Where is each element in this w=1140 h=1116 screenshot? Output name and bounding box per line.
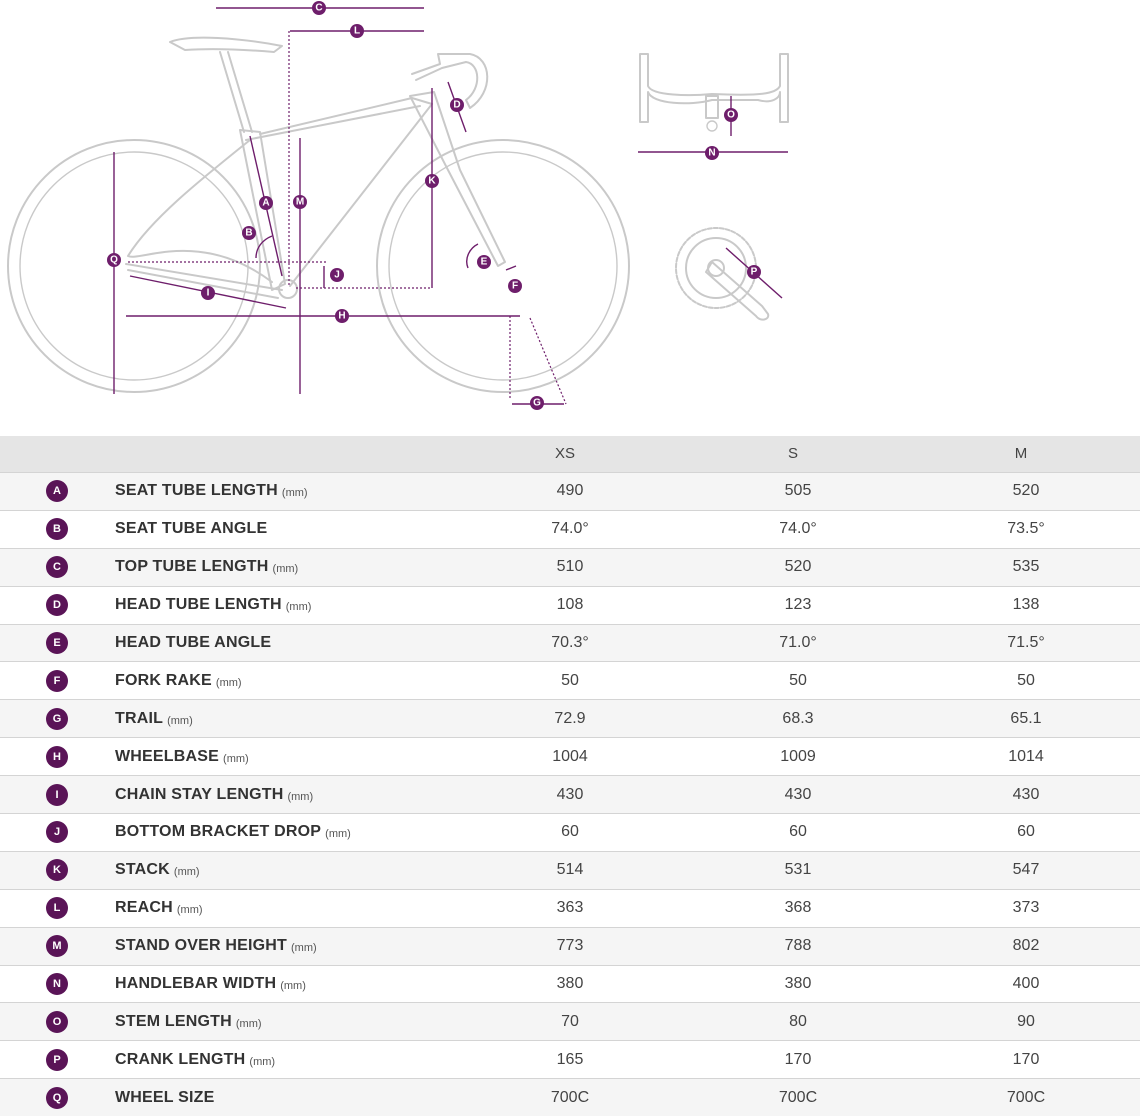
row-value-xs: 74.0°: [551, 520, 589, 538]
svg-text:J: J: [334, 269, 340, 281]
row-name: [115, 928, 317, 965]
row-value-s: 80: [789, 1012, 807, 1030]
row-value-xs: 490: [556, 482, 584, 500]
row-value-xs: 72.9: [554, 709, 586, 727]
row-name: [115, 890, 203, 927]
row-name: [115, 662, 242, 699]
row-key-badge: E: [46, 632, 68, 654]
row-unit: (mm): [215, 676, 242, 689]
svg-text:Q: Q: [110, 254, 118, 266]
row-value-s: 170: [784, 1050, 812, 1068]
row-name: [115, 738, 249, 775]
row-value-xs: 430: [556, 785, 584, 803]
row-value-m: 430: [1012, 785, 1040, 803]
row-value-xs: 70.3°: [551, 634, 589, 651]
row-value-m: 400: [1012, 975, 1040, 993]
svg-text:B: B: [245, 227, 253, 239]
row-value-s: 700C: [778, 1088, 818, 1106]
size-header-m: M: [1014, 445, 1028, 462]
svg-text:L: L: [353, 25, 361, 37]
row-value-m: 170: [1012, 1050, 1040, 1068]
svg-text:H: H: [338, 310, 346, 322]
row-name: [115, 1003, 262, 1040]
row-unit: (mm): [176, 904, 203, 917]
row-name: [115, 473, 308, 510]
row-label: SEAT TUBE ANGLE: [115, 520, 268, 538]
row-name: [115, 966, 306, 1003]
size-header-xs: XS: [554, 445, 575, 462]
row-key-badge: J: [46, 821, 68, 843]
row-value-s: 430: [784, 785, 812, 803]
table-row: [0, 1078, 1140, 1116]
row-value-xs: 380: [556, 975, 584, 993]
row-name: [115, 852, 200, 889]
geometry-table: [0, 436, 1140, 1116]
row-value-m: 65.1: [1010, 709, 1042, 727]
marker-K: [425, 174, 439, 188]
row-unit: (mm): [173, 866, 200, 879]
row-key-badge: P: [46, 1049, 68, 1071]
row-value-s: 368: [784, 899, 812, 917]
row-unit: (mm): [223, 752, 249, 765]
row-value-s: 74.0°: [779, 520, 817, 538]
svg-text:G: G: [533, 397, 541, 409]
marker-B: [242, 226, 256, 240]
marker-N: [705, 146, 719, 160]
table-row: [0, 624, 1140, 662]
svg-text:O: O: [727, 109, 735, 121]
marker-I: [201, 286, 215, 300]
row-key-badge: M: [46, 935, 68, 957]
row-value-xs: 773: [556, 937, 584, 955]
row-value-m: 73.5°: [1007, 520, 1045, 538]
svg-text:P: P: [750, 266, 758, 278]
marker-D: [450, 98, 464, 112]
row-value-s: 50: [789, 671, 807, 689]
dimension-lines: [114, 8, 788, 404]
row-unit: (mm): [325, 828, 351, 841]
table-row: [0, 775, 1140, 813]
row-name: [115, 700, 193, 737]
table-row: [0, 699, 1140, 737]
svg-text:K: K: [428, 175, 436, 187]
row-value-s: 71.0°: [779, 634, 817, 651]
row-label: HEAD TUBE ANGLE: [115, 634, 272, 651]
table-row: [0, 548, 1140, 586]
row-unit: (mm): [287, 790, 314, 803]
row-value-s: 68.3: [782, 709, 814, 727]
row-value-s: 520: [784, 558, 812, 576]
marker-L: [350, 24, 364, 38]
row-label: STEM LENGTH: [115, 1012, 232, 1030]
row-name: [115, 549, 298, 586]
row-key-badge: G: [46, 708, 68, 730]
row-key-badge: L: [46, 897, 68, 919]
marker-E: [477, 255, 491, 269]
row-value-xs: 60: [561, 823, 579, 841]
row-unit: (mm): [285, 601, 312, 614]
row-key-badge: H: [46, 746, 68, 768]
row-key-badge: F: [46, 670, 68, 692]
table-row: [0, 889, 1140, 927]
row-value-m: 520: [1012, 482, 1040, 500]
row-value-xs: 50: [561, 671, 579, 689]
row-value-m: 50: [1017, 671, 1035, 689]
row-value-m: 138: [1012, 596, 1040, 614]
table-body: [0, 472, 1140, 1116]
row-value-m: 71.5°: [1007, 634, 1045, 651]
row-name: [115, 1079, 219, 1116]
row-label: WHEELBASE: [115, 747, 220, 765]
row-key-badge: K: [46, 859, 68, 881]
svg-text:I: I: [206, 287, 210, 299]
row-label: FORK RAKE: [115, 671, 212, 689]
row-name: [115, 511, 271, 548]
row-label: CRANK LENGTH: [115, 1050, 246, 1068]
row-value-s: 1009: [780, 747, 816, 765]
table-row: [0, 472, 1140, 510]
row-key-badge: Q: [46, 1087, 68, 1109]
bike-frame: [126, 38, 505, 298]
row-value-s: 60: [789, 823, 807, 841]
row-value-m: 802: [1012, 937, 1040, 955]
row-value-s: 505: [784, 482, 812, 500]
table-row: [0, 586, 1140, 624]
size-header-s: S: [787, 445, 798, 462]
row-value-m: 547: [1012, 861, 1040, 879]
row-label: STACK: [115, 861, 170, 879]
row-value-xs: 363: [556, 899, 584, 917]
row-key-badge: O: [46, 1011, 68, 1033]
svg-text:D: D: [453, 99, 461, 111]
row-label: BOTTOM BRACKET DROP: [115, 823, 322, 841]
row-label: WHEEL SIZE: [115, 1088, 215, 1106]
front-wheel: [377, 140, 629, 392]
table-row: [0, 851, 1140, 889]
svg-text:F: F: [511, 280, 519, 292]
table-row: [0, 965, 1140, 1003]
row-unit: (mm): [167, 714, 193, 727]
svg-text:A: A: [262, 197, 270, 209]
row-name: [115, 1041, 275, 1078]
row-key-badge: C: [46, 556, 68, 578]
row-label: CHAIN STAY LENGTH: [115, 785, 284, 803]
row-key-badge: D: [46, 594, 68, 616]
table-row: [0, 1002, 1140, 1040]
row-value-m: 60: [1017, 823, 1035, 841]
svg-text:N: N: [708, 147, 716, 159]
marker-A: [259, 196, 273, 210]
row-value-s: 123: [784, 596, 812, 614]
row-value-m: 535: [1012, 558, 1040, 576]
marker-P: [747, 265, 761, 279]
row-value-xs: 165: [556, 1050, 584, 1068]
marker-M: [293, 195, 307, 209]
svg-text:C: C: [315, 2, 323, 14]
row-unit: (mm): [235, 1017, 262, 1030]
row-value-xs: 108: [556, 596, 584, 614]
row-value-m: 1014: [1008, 747, 1044, 765]
row-unit: (mm): [291, 942, 317, 955]
row-name: [115, 776, 313, 813]
geometry-diagram: [0, 0, 1140, 436]
row-label: SEAT TUBE LENGTH: [115, 482, 278, 500]
row-unit: (mm): [249, 1055, 276, 1068]
marker-O: [724, 108, 738, 122]
row-value-s: 380: [784, 975, 812, 993]
row-value-xs: 514: [556, 861, 584, 879]
row-key-badge: B: [46, 518, 68, 540]
row-value-xs: 700C: [550, 1088, 590, 1106]
row-key-badge: A: [46, 480, 68, 502]
marker-C: [312, 1, 326, 15]
row-value-xs: 70: [561, 1012, 579, 1030]
row-label: STAND OVER HEIGHT: [115, 937, 288, 955]
row-label: TRAIL: [115, 709, 164, 727]
table-row: [0, 510, 1140, 548]
row-value-s: 788: [784, 937, 812, 955]
table-row: [0, 661, 1140, 699]
marker-H: [335, 309, 349, 323]
handlebar-top-view: [640, 54, 788, 131]
table-header: [0, 436, 1140, 472]
marker-F: [508, 279, 522, 293]
row-name: [115, 814, 351, 851]
row-value-xs: 1004: [552, 747, 588, 765]
row-unit: (mm): [281, 487, 308, 500]
row-value-s: 531: [784, 861, 812, 879]
marker-Q: [107, 253, 121, 267]
svg-text:E: E: [480, 256, 488, 268]
row-label: HEAD TUBE LENGTH: [115, 596, 282, 614]
svg-text:M: M: [295, 196, 305, 208]
row-key-badge: N: [46, 973, 68, 995]
row-label: TOP TUBE LENGTH: [115, 558, 269, 576]
row-value-m: 90: [1017, 1012, 1035, 1030]
marker-G: [530, 396, 544, 410]
row-value-xs: 510: [556, 558, 584, 576]
row-unit: (mm): [272, 563, 299, 576]
row-label: HANDLEBAR WIDTH: [115, 975, 277, 993]
table-row: [0, 1040, 1140, 1078]
bike-geometry-illustration: [0, 0, 1140, 436]
row-label: REACH: [115, 899, 173, 917]
table-row: [0, 737, 1140, 775]
marker-J: [330, 268, 344, 282]
table-row: [0, 927, 1140, 965]
row-name: [115, 625, 275, 662]
row-name: [115, 587, 311, 624]
row-key-badge: I: [46, 784, 68, 806]
row-unit: (mm): [280, 980, 306, 993]
row-value-m: 700C: [1006, 1088, 1046, 1106]
table-row: [0, 813, 1140, 851]
row-value-m: 373: [1012, 899, 1040, 917]
